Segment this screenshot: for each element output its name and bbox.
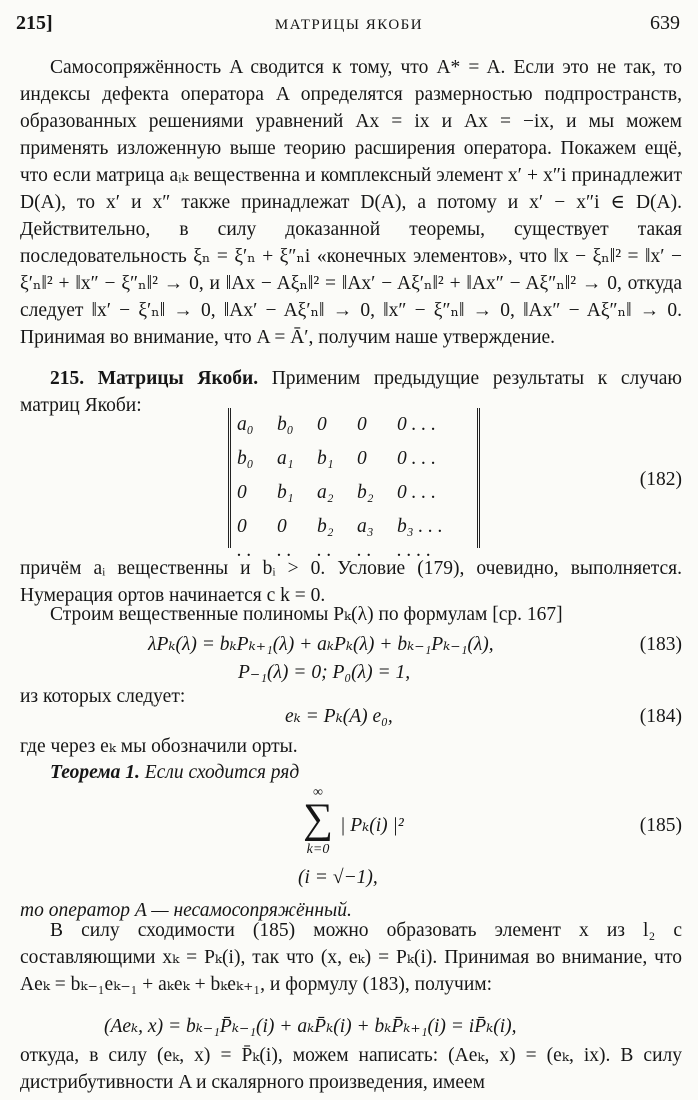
paragraph-text: Самосопряжённость A сводится к тому, что A* = A. Если это не так, то индексы дефекта оператора A определятся размерностью подпространств, образованных решениями уравнений Ax = ix и Ax = −ix, и мы можем применять изложенную выше теорию расширения оператора. Покажем ещё, что если матрица aᵢₖ вещественна и комплексный элемент x′ + x″i принадлежит D(A), то x′ и x″ также принадлежат D(A), а потому и x′ − x″i ∈ D(A). Действительно, в силу доказанной теоремы, существует такая последовательность ξₙ = ξ′ₙ + ξ″ₙi «конечных элементов», что ‖x − ξₙ‖² = ‖x′ − ξ′ₙ‖² + ‖x″ − ξ″ₙ‖² → 0, и ‖Ax − Aξₙ‖² = ‖Ax′ − Aξ′ₙ‖² + ‖Ax″ − Aξ″ₙ‖² → 0, откуда следует ‖x′ − ξ′ₙ‖ → 0, ‖Ax′ − Aξ′ₙ‖ → 0, ‖x″ − ξ″ₙ‖ → 0, ‖Ax″ − Aξ″ₙ‖ → 0. Принимая во внимание, что A = Ā′, получим наше утверждение. [20, 57, 682, 348]
equation-185-note: (i = √−1), [298, 867, 378, 888]
theorem-conclusion-text: то оператор A — несамосопряжённый. [20, 900, 352, 921]
paragraph-text: откуда, в силу (eₖ, x) = P̄ₖ(i), можем написать: (Aeₖ, x) = (eₖ, ix). В силу дистрибутивности A и скалярного произведения, имеем [20, 1045, 682, 1093]
matrix-cell: b₁ [317, 448, 334, 469]
paragraph-orths [20, 733, 682, 760]
paragraph-text: В силу сходимости (185) можно образовать элемент x из l₂ с составляющими xₖ = Pₖ(i), так что (x, eₖ) = Pₖ(i). Принимая во внимание, что Aeₖ = bₖ₋₁eₖ₋₁ + aₖeₖ + bₖeₖ₊₁, и формулу (183), получим: [20, 920, 682, 995]
matrix-cell: . . [317, 540, 332, 561]
matrix-row [237, 408, 477, 442]
running-title: МАТРИЦЫ ЯКОБИ [274, 17, 424, 33]
page-number: 639 [650, 12, 680, 34]
equation-183-line2: P₋₁(λ) = 0; P₀(λ) = 1, [238, 662, 411, 683]
matrix-row [237, 442, 477, 476]
paragraph-text: причём aᵢ вещественны и bᵢ > 0. Условие (179), очевидно, выполняется. Нумерация ортов начинается с k = 0. [20, 558, 682, 606]
paragraph-text: где через eₖ мы обозначили орты. [20, 736, 298, 757]
running-header [16, 10, 682, 38]
paragraph-text: Строим вещественные полиномы Pₖ(λ) по формулам [ср. 167] [50, 604, 563, 625]
theorem-statement [20, 759, 682, 786]
matrix-cell: b₁ [277, 482, 294, 503]
matrix-cell: b₀ [237, 448, 254, 469]
jacobi-matrix [228, 408, 480, 561]
paragraph-text: из которых следует: [20, 686, 186, 707]
matrix-cell: b₂ [357, 482, 374, 503]
theorem-label: Теорема 1. [50, 762, 140, 783]
section-title: 215. Матрицы Якоби. [50, 368, 259, 389]
matrix-cell: 0 [317, 414, 327, 435]
paragraph-conclusion [20, 1042, 682, 1096]
matrix-cell: a₀ [237, 414, 254, 435]
matrix-cell: 0 . . . [397, 414, 436, 435]
theorem-text: Если сходится ряд [139, 762, 300, 783]
paragraph-selfadjoint [20, 54, 682, 351]
equation-number: (182) [639, 469, 682, 490]
matrix-cell: . . [357, 540, 372, 561]
matrix-cell: 0 . . . [397, 448, 436, 469]
matrix-cell: . . [237, 540, 252, 561]
matrix-cell: . . . . [397, 540, 432, 561]
equation-183-line1: λPₖ(λ) = bₖPₖ₊₁(λ) + aₖPₖ(λ) + bₖ₋₁Pₖ₋₁(λ), [148, 634, 494, 655]
matrix-cell: 0 . . . [397, 482, 436, 503]
equation-inner-product: (Aeₖ, x) = bₖ₋₁P̄ₖ₋₁(i) + aₖP̄ₖ(i) + bₖP̄ₖ₊₁(i) = iP̄ₖ(i), [104, 1016, 517, 1037]
section-number: 215] [16, 12, 53, 34]
sum-lower-limit: k=0 [306, 842, 330, 857]
section-intro-text: Применим предыдущие результаты к случаю матриц Якоби: [20, 368, 682, 416]
matrix-cell: b₃ . . . [397, 516, 443, 537]
equation-184: eₖ = Pₖ(A) e₀, [285, 706, 393, 727]
matrix-row [237, 476, 477, 510]
matrix-cell: a₂ [317, 482, 334, 503]
matrix-cell: a₃ [357, 516, 374, 537]
matrix-cell: 0 [237, 516, 247, 537]
sum-term: | Pₖ(i) |² [340, 815, 404, 836]
equation-number: (184) [639, 706, 682, 727]
matrix-cell: a₁ [277, 448, 294, 469]
matrix-cell: b₀ [277, 414, 294, 435]
matrix-cell: . . [277, 540, 292, 561]
matrix-row [237, 510, 477, 544]
matrix-cell: 0 [357, 448, 367, 469]
matrix-cell: 0 [357, 414, 367, 435]
matrix-cell: 0 [237, 482, 247, 503]
paragraph-polynomials [20, 601, 682, 628]
theorem-1 [20, 759, 682, 786]
matrix-cell: b₂ [317, 516, 334, 537]
sum-upper-limit: ∞ [313, 785, 323, 800]
sum-symbol: ∑ [303, 796, 333, 842]
equation-number: (185) [639, 815, 682, 836]
matrix-cell: 0 [277, 516, 287, 537]
equation-number: (183) [639, 634, 682, 655]
paragraph-proof [20, 917, 682, 998]
